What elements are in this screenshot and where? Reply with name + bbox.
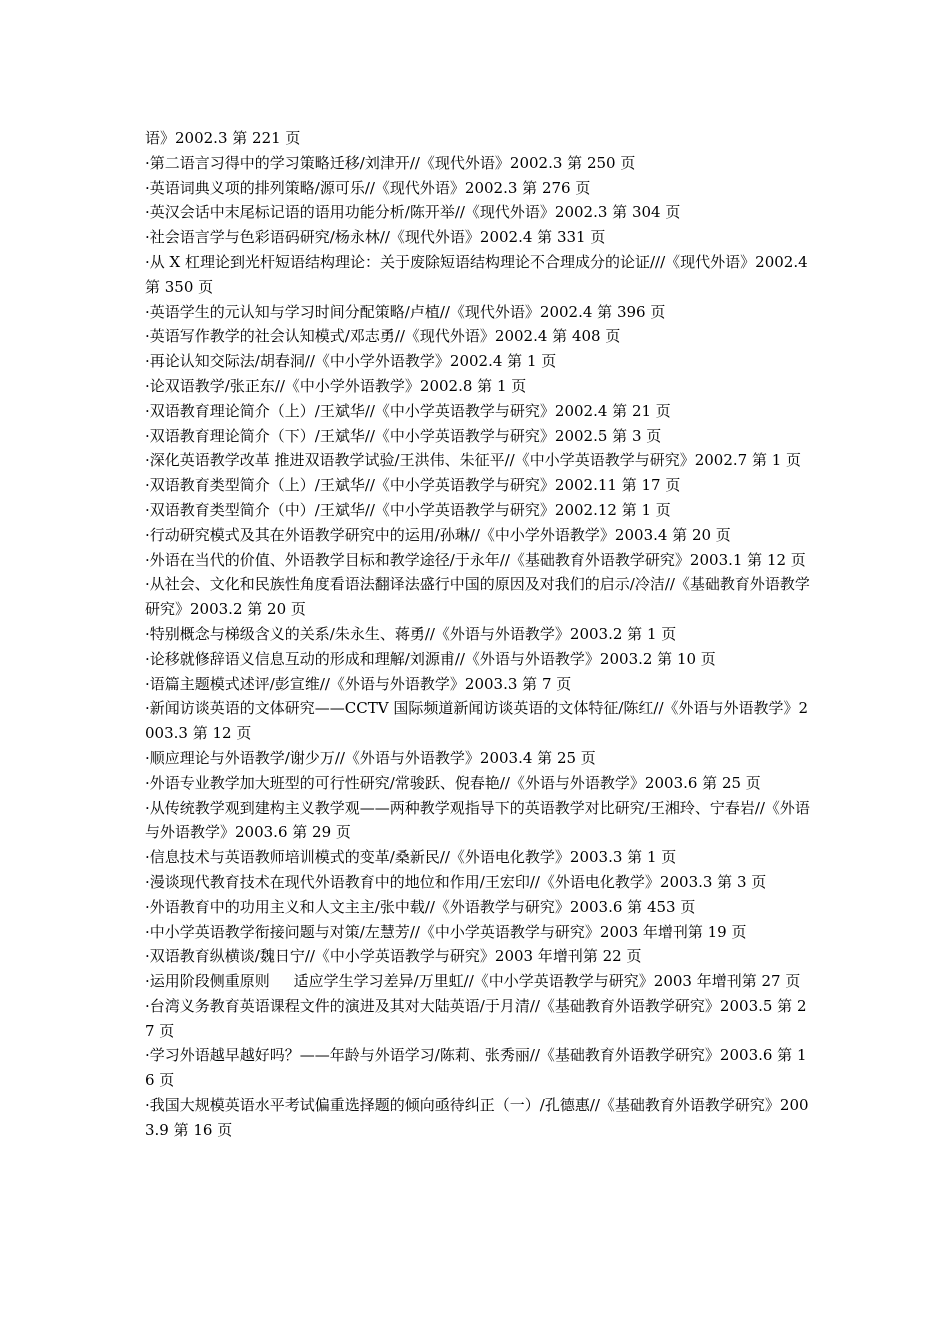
reference-entry: ·双语教育理论简介（下）/王斌华//《中小学英语教学与研究》2002.5 第 3 页 [145,426,662,445]
reference-entry: ·信息技术与英语教师培训模式的变革/桑新民//《外语电化教学》2003.3 第 1 页 [145,848,677,867]
reference-entry: ·特别概念与梯级含义的关系/朱永生、蒋勇//《外语与外语教学》2003.2 第 1 页 [145,624,677,643]
reference-entry: ·顺应理论与外语教学/谢少万//《外语与外语教学》2003.4 第 25 页 [145,748,596,767]
reference-entry: 语》2002.3 第 221 页 [145,129,301,147]
reference-entry: ·英汉会话中末尾标记语的语用功能分析/陈开举//《现代外语》2002.3 第 304 页 [145,203,681,222]
reference-entry: ·从 X 杠理论到光杆短语结构理论：关于废除短语结构理论不合理成分的论证///《现代外语》2002.4 第 350 页 [145,252,808,296]
reference-entry: ·运用阶段侧重原则 适应学生学习差异/万里虹//《中小学英语教学与研究》2003 年增刊第 27 页 [145,972,801,991]
reference-entry: ·我国大规模英语水平考试偏重选择题的倾向亟待纠正（一）/孔德惠//《基础教育外语教学研究》2003.9 第 16 页 [145,1096,809,1139]
reference-entry: ·论移就修辞语义信息互动的形成和理解/刘源甫//《外语与外语教学》2003.2 第 10 页 [145,649,716,668]
reference-entry: ·外语在当代的价值、外语教学目标和教学途径/于永年//《基础教育外语教学研究》2003.1 第 12 页 [145,550,806,569]
reference-entry: ·外语教育中的功用主义和人文主主/张中载//《外语教学与研究》2003.6 第 453 页 [145,897,696,916]
reference-entry: ·双语教育类型简介（中）/王斌华//《中小学英语教学与研究》2002.12 第 1 页 [145,500,671,519]
reference-entry: ·漫谈现代教育技术在现代外语教育中的地位和作用/王宏印//《外语电化教学》2003.3 第 3 页 [145,872,767,891]
reference-entry: ·第二语言习得中的学习策略迁移/刘津开//《现代外语》2002.3 第 250 页 [145,153,636,172]
reference-entry: ·从社会、文化和民族性角度看语法翻译法盛行中国的原因及对我们的启示/冷洁//《基础教育外语教学研究》2003.2 第 20 页 [145,575,810,619]
reference-entry: ·英语学生的元认知与学习时间分配策略/卢植//《现代外语》2002.4 第 396 页 [145,302,666,321]
reference-entry: ·再论认知交际法/胡春洞//《中小学外语教学》2002.4 第 1 页 [145,352,557,371]
reference-list [145,126,810,1143]
reference-entry: ·双语教育理论简介（上）/王斌华//《中小学英语教学与研究》2002.4 第 21 页 [145,401,671,420]
reference-entry: ·深化英语教学改革 推进双语教学试验/王洪伟、朱征平//《中小学英语教学与研究》2002.7 第 1 页 [145,451,802,470]
reference-entry: ·论双语教学/张正东//《中小学外语教学》2002.8 第 1 页 [145,376,527,395]
reference-entry: ·双语教育类型简介（上）/王斌华//《中小学英语教学与研究》2002.11 第 17 页 [145,476,681,495]
reference-entry: ·学习外语越早越好吗？——年龄与外语学习/陈莉、张秀丽//《基础教育外语教学研究》2003.6 第 16 页 [145,1046,807,1090]
reference-entry: ·外语专业教学加大班型的可行性研究/常骏跃、倪春艳//《外语与外语教学》2003.6 第 25 页 [145,773,761,792]
reference-entry: ·社会语言学与色彩语码研究/杨永林//《现代外语》2002.4 第 331 页 [145,228,606,247]
reference-entry: ·新闻访谈英语的文体研究——CCTV 国际频道新闻访谈英语的文体特征/陈红//《外语与外语教学》2003.3 第 12 页 [145,699,809,743]
reference-entry: ·英语写作教学的社会认知模式/邓志勇//《现代外语》2002.4 第 408 页 [145,327,621,346]
reference-entry: ·台湾义务教育英语课程文件的演进及其对大陆英语/于月清//《基础教育外语教学研究》2003.5 第 27 页 [145,996,807,1040]
reference-entry: ·双语教育纵横谈/魏日宁//《中小学英语教学与研究》2003 年增刊第 22 页 [145,947,642,966]
reference-entry: ·行动研究模式及其在外语教学研究中的运用/孙琳//《中小学外语教学》2003.4 第 20 页 [145,525,731,544]
reference-entry: ·中小学英语教学衔接问题与对策/左慧芳//《中小学英语教学与研究》2003 年增刊第 19 页 [145,922,747,941]
reference-entry: ·英语词典义项的排列策略/源可乐//《现代外语》2002.3 第 276 页 [145,178,591,197]
reference-entry: ·语篇主题模式述评/彭宣维//《外语与外语教学》2003.3 第 7 页 [145,674,572,693]
reference-entry: ·从传统教学观到建构主义教学观——两种教学观指导下的英语教学对比研究/王湘玲、宁春岩//《外语与外语教学》2003.6 第 29 页 [145,798,810,842]
